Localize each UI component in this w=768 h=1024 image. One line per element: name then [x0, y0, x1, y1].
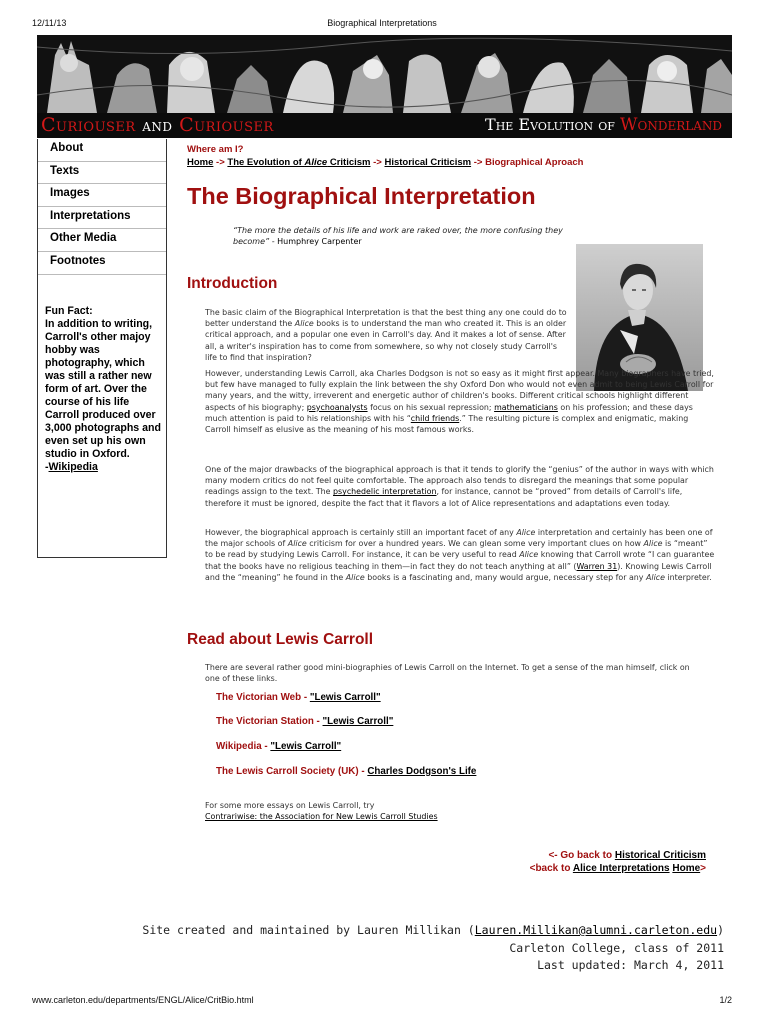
- print-footer: [32, 995, 732, 1005]
- fun-fact-text: In addition to writing, Carroll's other majoy hobby was photography, which was still a rather new form of art. Over the course of his life Carroll produced over 3,000 photographs and even set up his own studio in Oxford.: [45, 318, 161, 460]
- fun-fact-label: Fun Fact:: [45, 305, 93, 317]
- fun-fact-source: [45, 461, 163, 474]
- more-essays-text: For some more essays on Lewis Carroll, try: [205, 801, 375, 810]
- wikipedia-lewis-carroll-link[interactable]: "Lewis Carroll": [270, 741, 342, 752]
- intro-p3-text: One of the major drawbacks of the biographical approach is that it tends to glorify the “genius” of the author in ways with which many modern critics do not feel quite comfortable. The approach also tends to disregard the meanings that some popular readings assign to the text. The: [205, 465, 714, 497]
- bio-link-row: [216, 692, 381, 703]
- mathematicians-link[interactable]: mathematicians: [494, 402, 558, 412]
- bio-link-site: The Victorian Web: [216, 692, 302, 703]
- nav-item-about[interactable]: About: [38, 139, 166, 162]
- intro-p1-text: The basic claim of the Biographical Interpretation is that the best thing any one could do to better understand the: [205, 308, 567, 329]
- intro-p4-text: However, the biographical approach is certainly still an important facet of any: [205, 528, 517, 537]
- bio-link-sep: -: [313, 716, 323, 727]
- intro-paragraph-1: [205, 307, 567, 363]
- back-prefix: <- Go back to: [548, 850, 615, 861]
- breadcrumb-sep: ->: [471, 157, 486, 168]
- bio-link-site: The Victorian Station: [216, 716, 314, 727]
- banner-subtitle: [485, 115, 722, 135]
- banner-title: [41, 114, 274, 136]
- intro-p4-alice: Alice: [516, 528, 536, 537]
- psychedelic-interpretation-link[interactable]: psychedelic interpretation: [333, 487, 437, 497]
- page-title: The Biographical Interpretation: [187, 183, 536, 209]
- banner-title-part2: Curiouser: [179, 114, 274, 136]
- breadcrumb-home[interactable]: Home: [187, 157, 214, 168]
- main-content: [187, 143, 722, 246]
- intro-p3-text: , for instance, cannot be “proved” from details of Carroll's life, therefore it must be ignored, despite the fact that it flavors a lot of Alice representations and adaptations even today.: [205, 487, 683, 508]
- print-title: Biographical Interpretations: [327, 18, 437, 28]
- read-intro: There are several rather good mini-biographies of Lewis Carroll on the Internet. To get a sense of the man himself, click on one of these links.: [205, 663, 690, 684]
- back-navigation: [530, 849, 706, 875]
- breadcrumb-current: Biographical Aproach: [485, 157, 584, 168]
- print-header: [32, 18, 732, 32]
- bio-link-row: [216, 766, 476, 777]
- intro-p4-alice: Alice: [643, 539, 663, 549]
- credit-line: [142, 922, 724, 940]
- intro-p2-text: However, understanding Lewis Carroll, aka Charles Dodgson is not so easy as it might first appear. Many biographers have tried, but few have managed to fully explain the link between the shy Oxford Don who would not even admit to being Lewis Carroll for many years, and the witty, irreverent and energetic author of children's books. Different critical schools highlight different aspects of his biography;: [205, 369, 714, 412]
- intro-heading: Introduction: [187, 275, 278, 292]
- nav-item-interpretations[interactable]: Interpretations: [38, 207, 166, 230]
- intro-p4-alice: Alice: [345, 572, 365, 582]
- bio-link-sep: -: [301, 692, 310, 703]
- breadcrumb-historical[interactable]: Historical Criticism: [384, 157, 472, 168]
- epigraph: [233, 225, 578, 247]
- site-footer: [142, 922, 724, 975]
- bio-link-sep: -: [358, 766, 368, 777]
- banner-illustration: [37, 35, 732, 113]
- warren-31-link[interactable]: Warren 31: [576, 561, 618, 571]
- victorian-station-link[interactable]: "Lewis Carroll": [322, 716, 394, 727]
- breadcrumb-evolution-suffix: Criticism: [327, 157, 371, 168]
- epigraph-quote: “The more the details of his life and work are raked over, the more confusing they become”: [233, 226, 563, 246]
- intro-p2-text: .” The resulting picture is complex and enigmatic, making Carroll himself as elusive as the meaning of his most famous works.: [205, 413, 689, 435]
- back-line-2: [530, 862, 706, 875]
- bio-link-site: Wikipedia: [216, 741, 262, 752]
- lewis-carroll-society-link[interactable]: Charles Dodgson's Life: [367, 766, 477, 777]
- more-essays: [205, 800, 605, 822]
- psychoanalysts-link[interactable]: psychoanalysts: [306, 402, 368, 412]
- alice-interpretations-link[interactable]: Alice Interpretations: [572, 863, 670, 874]
- breadcrumb: [187, 156, 722, 169]
- college-line: Carleton College, class of 2011: [509, 940, 724, 955]
- nav-item-images[interactable]: Images: [38, 184, 166, 207]
- breadcrumb-evolution[interactable]: [227, 157, 370, 168]
- print-date: 12/11/13: [32, 18, 67, 28]
- banner-subtitle-part1: The Evolution of: [485, 115, 615, 134]
- intro-p4-alice: Alice: [519, 550, 539, 560]
- where-am-i-label: Where am I?: [187, 144, 244, 155]
- breadcrumb-sep: ->: [213, 157, 228, 168]
- intro-p2-text: on his profession; and these days much attention is paid to his relationships with his “: [205, 402, 693, 423]
- print-page-number: 1/2: [719, 995, 732, 1005]
- back-suffix: >: [700, 863, 706, 874]
- intro-p4-text: books is a fascinating and, many would argue, necessary step for any: [364, 572, 646, 582]
- bio-link-row: [216, 716, 393, 727]
- banner-title-part1: Curiouser: [41, 114, 136, 136]
- intro-p1-alice: Alice: [294, 319, 314, 329]
- bio-link-site: The Lewis Carroll Society (UK): [216, 766, 359, 777]
- wikipedia-link[interactable]: Wikipedia: [48, 461, 98, 473]
- breadcrumb-sep: ->: [370, 157, 385, 168]
- child-friends-link[interactable]: child friends: [410, 413, 460, 423]
- nav-item-texts[interactable]: Texts: [38, 162, 166, 185]
- intro-paragraph-4: [205, 527, 717, 583]
- intro-p4-text: is “meant” to be read by studying Lewis Carroll. For instance, it can be very useful to read: [205, 539, 708, 560]
- banner-title-and: and: [142, 116, 173, 136]
- bio-link-sep: -: [261, 741, 271, 752]
- victorian-web-link[interactable]: "Lewis Carroll": [309, 692, 381, 703]
- sidebar: [37, 139, 167, 558]
- historical-criticism-link[interactable]: Historical Criticism: [614, 850, 706, 861]
- intro-paragraph-2: [205, 368, 715, 435]
- intro-p2-text: focus on his sexual repression;: [367, 402, 495, 412]
- email-link[interactable]: Lauren.Millikan@alumni.carleton.edu: [474, 923, 718, 937]
- credit-prefix: Site created and maintained by Lauren Millikan (: [142, 923, 475, 937]
- fun-fact: [45, 305, 163, 474]
- intro-p4-text: criticism for over a hundred years. We can glean some very important clues on how: [306, 539, 644, 549]
- back-line-1: [530, 849, 706, 862]
- banner-subtitle-part2: Wonderland: [620, 115, 722, 135]
- epigraph-author-link[interactable]: Humphrey Carpenter: [277, 237, 362, 246]
- print-url: www.carleton.edu/departments/ENGL/Alice/CritBio.html: [32, 995, 254, 1005]
- intro-p4-text: knowing that Carroll wrote “I can guarantee that the books have no religious teaching in them—in fact they do not teach anything at all” (: [205, 550, 715, 571]
- contrariwise-link[interactable]: Contrariwise: the Association for New Lewis Carroll Studies: [205, 812, 438, 822]
- intro-p1-text: books is to understand the man who created it. This is an older critical approach, and a popular one even in Carroll's day. And it makes a lot of sense. After all, a writer's inspiration has to come from somewhere, so why not closely study Carroll's life to find that inspiration?: [205, 319, 567, 362]
- intro-p4-text: interpretation and certainly has been one of the major schools of: [205, 528, 713, 549]
- back-prefix: <back to: [529, 863, 573, 874]
- intro-p4-text: ). Knowing Lewis Carroll and the “meaning” he found in the: [205, 561, 712, 582]
- intro-p4-text: interpreter.: [664, 572, 712, 582]
- intro-p4-alice: Alice: [287, 539, 307, 549]
- read-heading: Read about Lewis Carroll: [187, 631, 374, 648]
- breadcrumb-evolution-prefix: The Evolution of: [227, 157, 305, 168]
- breadcrumb-evolution-alice: Alice: [304, 157, 328, 168]
- fun-fact-source-prefix: -: [45, 461, 49, 473]
- intro-p4-alice: Alice: [645, 572, 665, 582]
- intro-paragraph-3: [205, 464, 717, 509]
- nav-item-footnotes[interactable]: Footnotes: [38, 252, 166, 275]
- last-updated: Last updated: March 4, 2011: [537, 958, 724, 972]
- credit-suffix: ): [717, 923, 724, 937]
- nav-item-other-media[interactable]: Other Media: [38, 229, 166, 252]
- home-link[interactable]: Home: [672, 863, 701, 874]
- epigraph-dash: -: [269, 237, 278, 246]
- site-banner: [37, 35, 732, 138]
- bio-link-row: [216, 741, 341, 752]
